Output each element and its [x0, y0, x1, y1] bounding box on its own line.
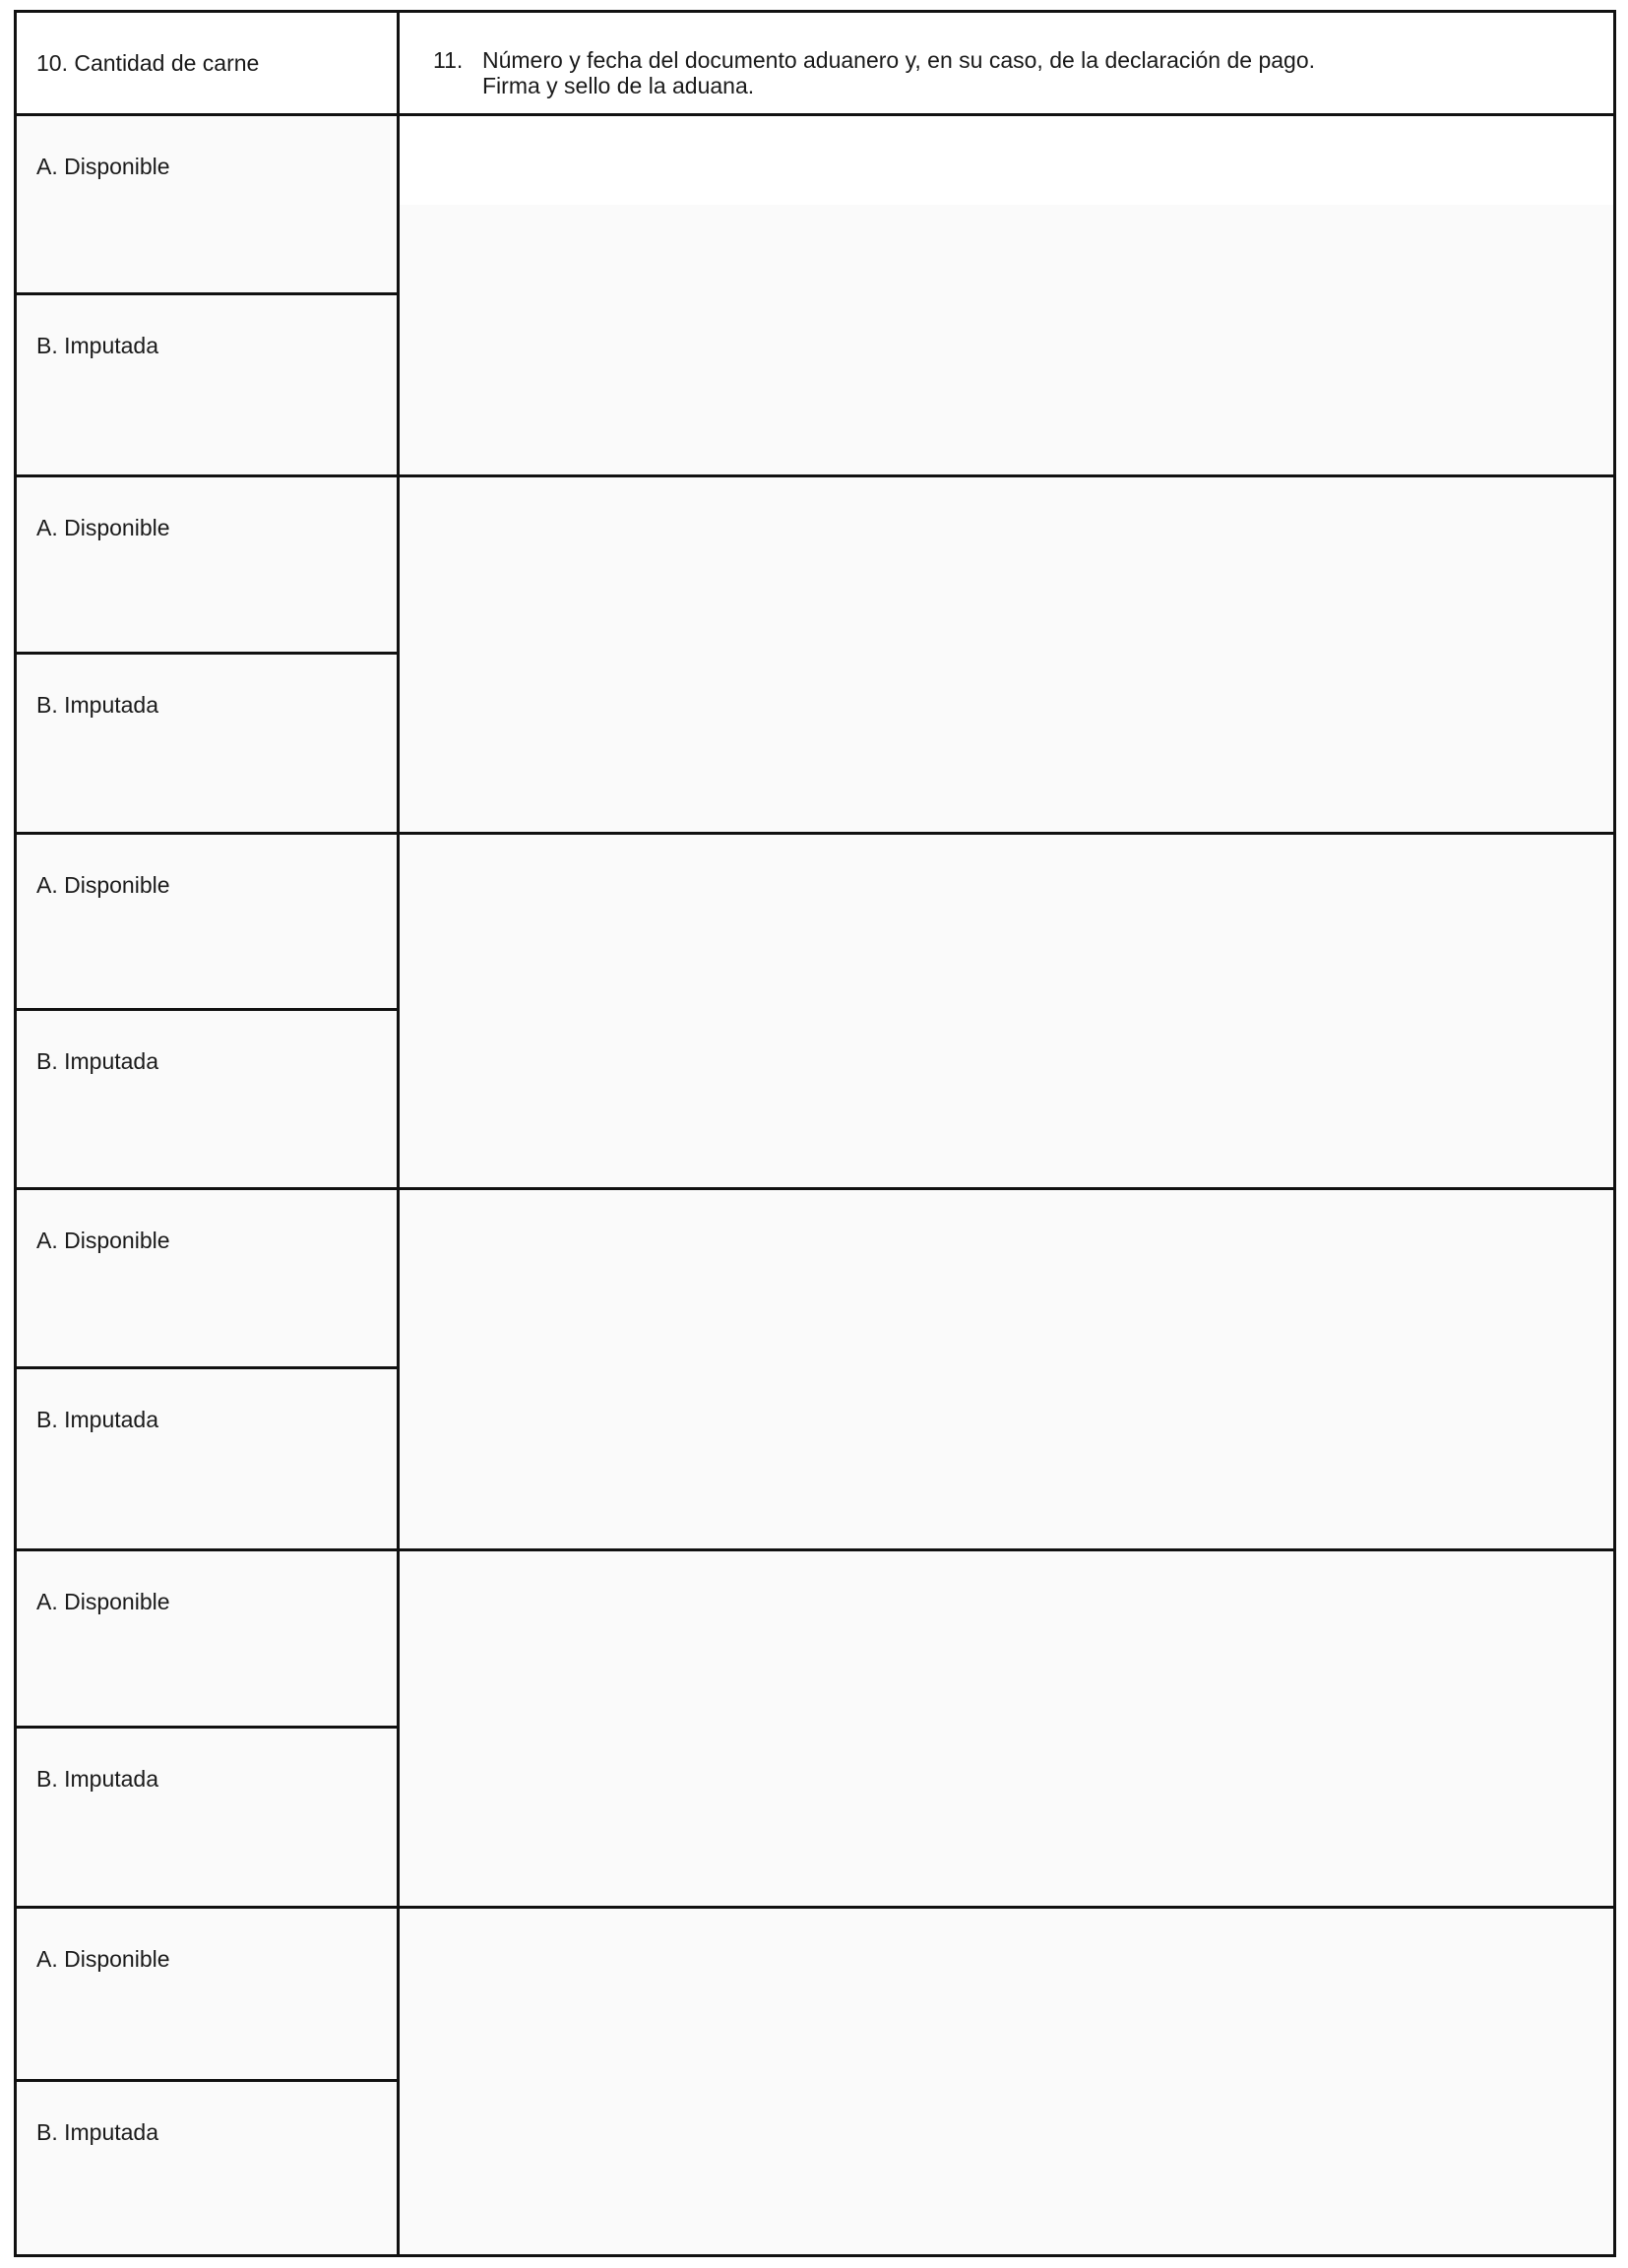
- allocated-label: B. Imputada: [36, 2118, 159, 2145]
- header-customs-document: [400, 13, 1613, 113]
- customs-document-cell[interactable]: [400, 1190, 1613, 1548]
- quantity-column: [17, 477, 400, 832]
- quantity-column: [17, 116, 400, 474]
- customs-form-table: [14, 10, 1616, 2257]
- available-cell[interactable]: [17, 116, 397, 295]
- available-cell[interactable]: [17, 1190, 397, 1369]
- entry-section: [17, 1187, 1613, 1548]
- customs-document-cell[interactable]: [400, 116, 1613, 474]
- customs-document-cell[interactable]: [400, 1551, 1613, 1906]
- allocated-label: B. Imputada: [36, 1048, 159, 1074]
- allocated-label: B. Imputada: [36, 1407, 159, 1432]
- allocated-cell[interactable]: [17, 295, 397, 474]
- available-cell[interactable]: [17, 477, 397, 655]
- quantity-column: [17, 1190, 400, 1548]
- header-meat-quantity: [17, 13, 400, 113]
- customs-document-number-label: 11.: [433, 47, 464, 73]
- meat-quantity-label: 10. Cantidad de carne: [36, 50, 260, 76]
- entry-section: [17, 1548, 1613, 1906]
- allocated-cell[interactable]: [17, 655, 397, 832]
- customs-document-label: Número y fecha del documento aduanero y, en su caso, de la declaración de pago.: [482, 47, 1316, 73]
- available-label: A. Disponible: [36, 515, 170, 540]
- available-cell[interactable]: [17, 1551, 397, 1729]
- customs-document-cell[interactable]: [400, 477, 1613, 832]
- entry-section: [17, 832, 1613, 1187]
- quantity-column: [17, 1909, 400, 2254]
- allocated-label: B. Imputada: [36, 692, 159, 718]
- available-label: A. Disponible: [36, 872, 170, 898]
- allocated-cell[interactable]: [17, 1369, 397, 1548]
- allocated-label: B. Imputada: [36, 1766, 159, 1792]
- allocated-cell[interactable]: [17, 1011, 397, 1187]
- table-header: [17, 13, 1613, 116]
- available-label: A. Disponible: [36, 1589, 170, 1614]
- entry-section: [17, 116, 1613, 474]
- customs-signature-label: Firma y sello de la aduana.: [482, 73, 755, 98]
- available-label: A. Disponible: [36, 1946, 170, 1972]
- customs-document-cell[interactable]: [400, 835, 1613, 1187]
- available-label: A. Disponible: [36, 1228, 170, 1253]
- available-cell[interactable]: [17, 1909, 397, 2082]
- entry-section: [17, 1906, 1613, 2254]
- allocated-cell[interactable]: [17, 1729, 397, 1906]
- quantity-column: [17, 1551, 400, 1906]
- entry-section: [17, 474, 1613, 832]
- quantity-column: [17, 835, 400, 1187]
- available-cell[interactable]: [17, 835, 397, 1011]
- allocated-cell[interactable]: [17, 2082, 397, 2255]
- allocated-label: B. Imputada: [36, 333, 159, 358]
- customs-document-cell[interactable]: [400, 1909, 1613, 2254]
- available-label: A. Disponible: [36, 154, 170, 179]
